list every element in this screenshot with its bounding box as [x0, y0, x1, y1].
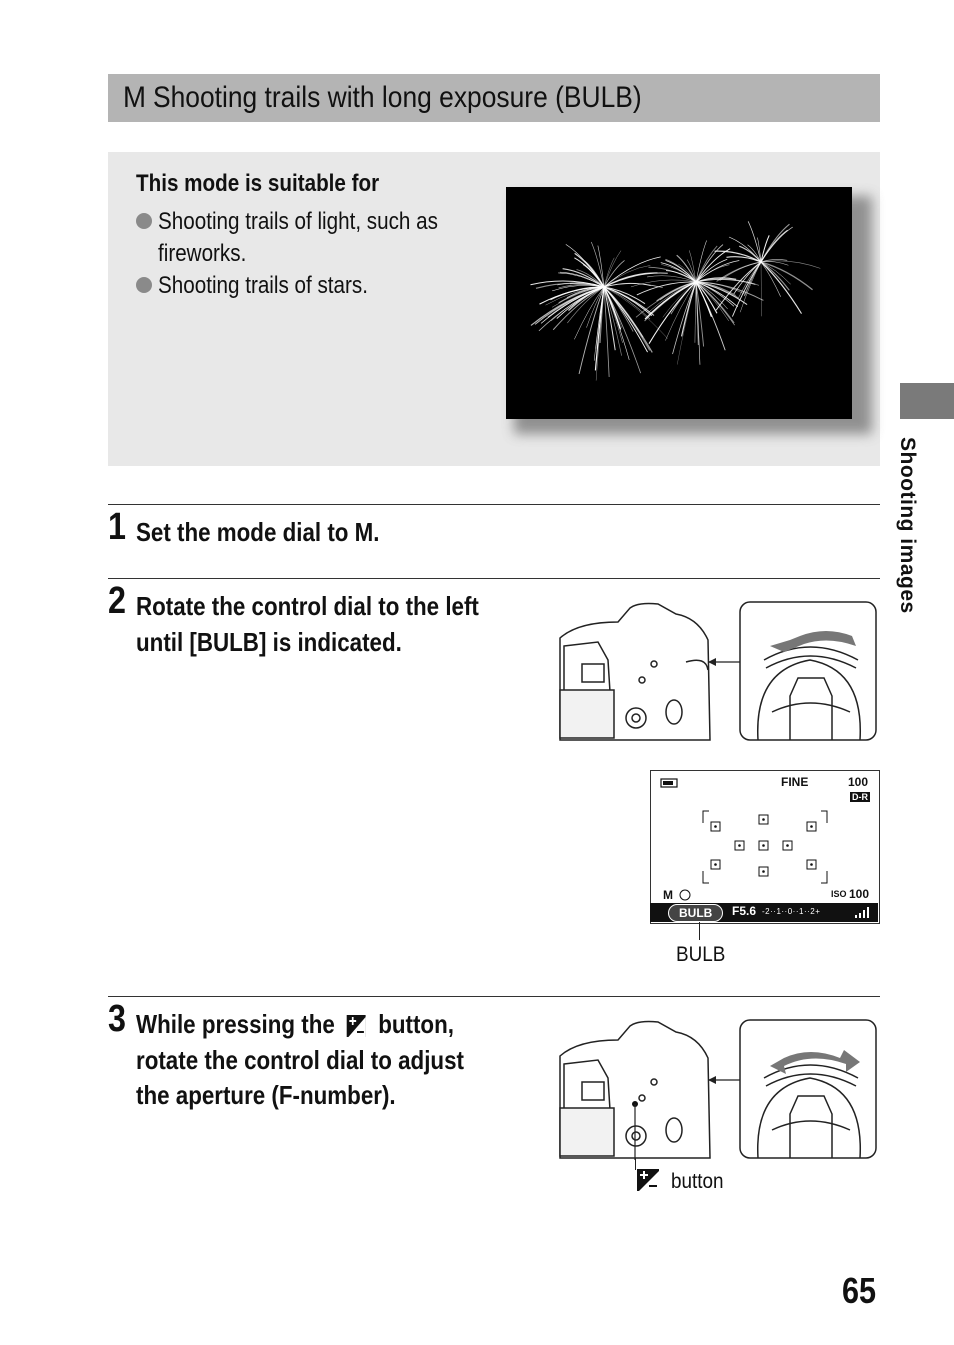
firework-streak [604, 284, 663, 288]
bullet-item [136, 206, 484, 238]
step-3-line-2: rotate the control dial to adjust [136, 1045, 464, 1075]
exposure-compensation-icon [346, 1014, 367, 1038]
fireworks-image [506, 187, 852, 419]
lcd-status-bar [650, 903, 878, 922]
firework-streak [740, 262, 761, 312]
bullet-text: Shooting trails of stars. [158, 272, 368, 299]
firework-streak [579, 287, 604, 374]
mode-letter: M [123, 81, 146, 114]
section-title-bar [108, 74, 880, 122]
step-3-line-3: the aperture (F-number). [136, 1080, 396, 1110]
bullet-text: fireworks. [158, 240, 247, 267]
bullet-continuation [158, 238, 261, 270]
bullet-item [136, 270, 402, 302]
step-3-before: While pressing the [136, 1009, 335, 1039]
bulb-leader-line [699, 922, 700, 940]
camera-top-illustration [558, 600, 880, 742]
bulb-caption: BULB [676, 943, 726, 966]
dro-badge: D-R [852, 792, 868, 802]
lcd-quality: FINE [781, 775, 809, 789]
firework-streak [729, 237, 761, 262]
firework-streak [761, 235, 769, 262]
camera-top-illustration-2 [558, 1018, 880, 1160]
step-divider [108, 504, 880, 505]
firework-streak [677, 282, 696, 365]
firework-streak [604, 251, 621, 287]
firework-streak [761, 262, 762, 316]
step-divider [108, 996, 880, 997]
lcd-top-number: 100 [848, 775, 869, 789]
step-number: 3 [108, 998, 126, 1040]
iso-label: ISO [831, 889, 847, 899]
bullet-text: Shooting trails of light, such as [158, 208, 438, 235]
section-tab [900, 383, 954, 419]
step-divider [108, 578, 880, 579]
signal-bars-icon [854, 907, 870, 919]
firework-streak [637, 282, 696, 295]
section-side-label: Shooting images [896, 437, 919, 614]
step-2-line-1: Rotate the control dial to the left [136, 591, 479, 621]
lcd-mode: M [663, 888, 673, 902]
fireworks-photo [506, 187, 852, 419]
step-number: 1 [108, 506, 126, 548]
page-title: Shooting trails with long exposure (BULB) [153, 81, 642, 114]
bulb-indicator: BULB [668, 904, 723, 922]
flash-off-icon [680, 890, 690, 900]
step-2-line-2: until [BULB] is indicated. [136, 627, 402, 657]
step-number: 2 [108, 580, 126, 622]
step-1-text: Set the mode dial to M. [136, 517, 380, 547]
iso-value: 100 [849, 887, 870, 901]
page-number: 65 [842, 1270, 877, 1311]
bullet-dot-icon [136, 213, 152, 229]
exposure-scale: -2··1··0··1··2+ [762, 907, 821, 916]
lcd-display [650, 770, 880, 924]
lcd-graphics [651, 771, 879, 923]
button-caption: button [671, 1170, 724, 1193]
bullet-dot-icon [136, 277, 152, 293]
suitable-heading: This mode is suitable for [136, 170, 380, 197]
firework-streak [696, 240, 707, 282]
aperture-value: F5.6 [732, 904, 757, 918]
firework-streak [695, 282, 696, 343]
step-3-line-1 [136, 1006, 454, 1042]
step-3-after: button, [378, 1009, 454, 1039]
exposure-compensation-icon [636, 1168, 660, 1192]
